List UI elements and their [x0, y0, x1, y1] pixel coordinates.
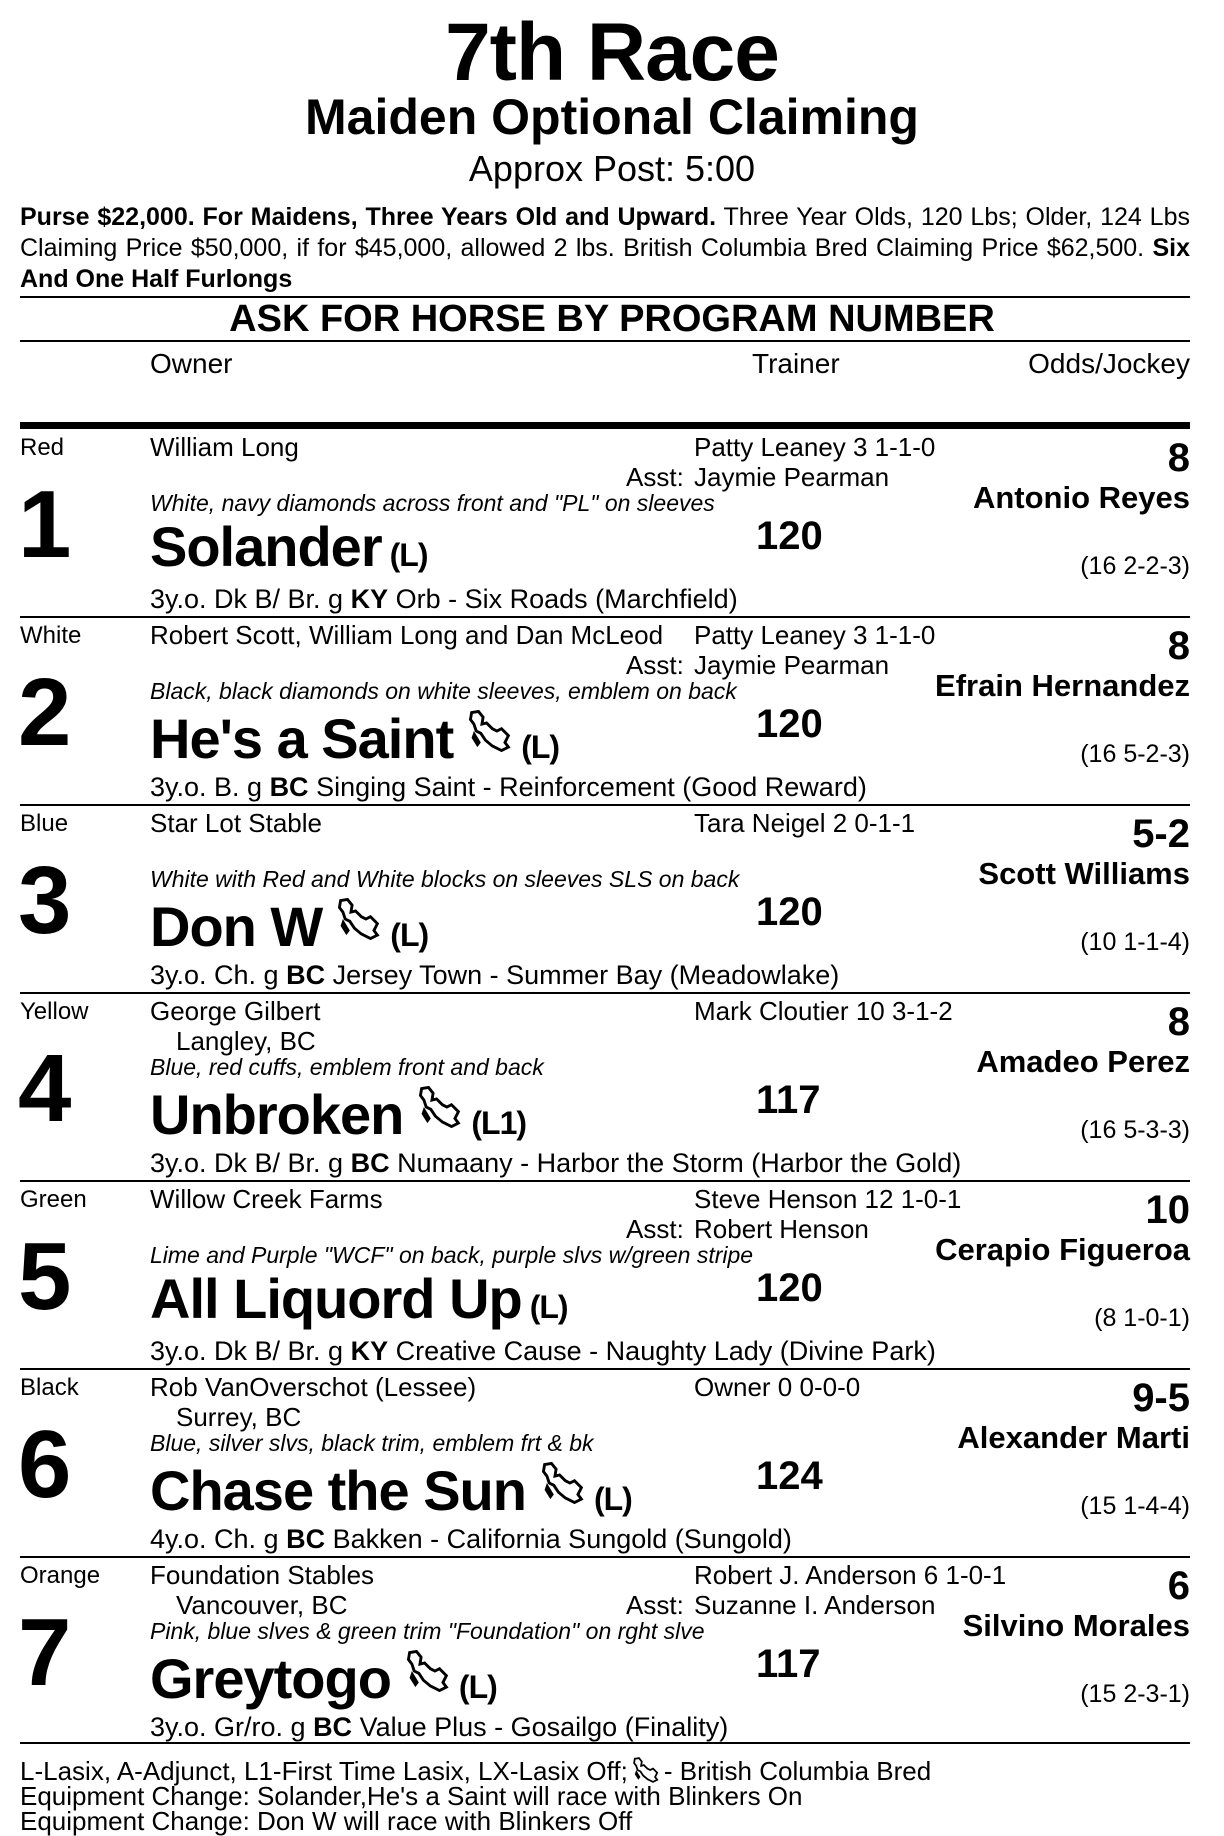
british-columbia-map-icon	[405, 1642, 451, 1688]
foaling-origin: BC	[286, 960, 326, 990]
trainer: Tara Neigel 2 0-1-1	[694, 808, 916, 838]
assistant-trainer: Suzanne I. Anderson	[694, 1590, 936, 1620]
horse-name-line	[150, 514, 427, 579]
assistant-trainer: Robert Henson	[694, 1214, 869, 1244]
entry-divider	[20, 1556, 1190, 1558]
age-color-sex: 3y.o. Dk B/ Br. g	[150, 1148, 351, 1178]
assistant-trainer: Jaymie Pearman	[694, 650, 890, 680]
horse-name-line	[150, 1454, 632, 1523]
pedigree: Singing Saint - Reinforcement (Good Reward)	[308, 772, 867, 802]
program-number: 3	[18, 847, 72, 954]
british-columbia-map-icon	[336, 890, 382, 936]
jockey-name: Antonio Reyes	[972, 480, 1190, 515]
horse-entry	[0, 1184, 1224, 1372]
divider	[20, 1742, 1190, 1744]
silks-description: Blue, silver slvs, black trim, emblem frt & bk	[150, 1430, 594, 1456]
owner-name: Robert Scott, William Long and Dan McLeod	[150, 620, 664, 650]
conditions-text: Three Year Olds, 120 Lbs; Older, 124 Lbs Claiming Price $50,000, if for $45,000, allowed 2 lbs. British Columbia Bred Claiming Price $62,500.	[20, 203, 1190, 262]
medication: (L)	[521, 729, 560, 765]
jockey-record: (8 1-0-1)	[1094, 1304, 1190, 1332]
column-trainer: Trainer	[752, 348, 840, 379]
weight: 124	[756, 1454, 823, 1498]
weight: 117	[756, 1078, 821, 1122]
thick-divider	[20, 422, 1190, 429]
jockey-name: Efrain Hernandez	[935, 668, 1190, 703]
owner-name: Rob VanOverschot (Lessee)	[150, 1372, 477, 1402]
breeding	[150, 584, 738, 615]
silks-description: White, navy diamonds across front and "PL" on sleeves	[150, 490, 715, 516]
saddlecloth-color: White	[20, 622, 82, 649]
owner-name: William Long	[150, 432, 299, 462]
silks-description: Black, black diamonds on white sleeves, emblem on back	[150, 678, 737, 704]
purse-text: Purse $22,000. For Maidens, Three Years Old and Upward.	[20, 203, 717, 231]
breeding	[150, 1524, 792, 1555]
horse-entry	[0, 432, 1224, 620]
age-color-sex: 3y.o. Dk B/ Br. g	[150, 1336, 351, 1366]
morning-line-odds: 5-2	[1132, 812, 1190, 856]
assistant-trainer: Jaymie Pearman	[694, 462, 890, 492]
trainer: Robert J. Anderson 6 1-0-1	[694, 1560, 1007, 1590]
trainer: Steve Henson 12 1-0-1	[694, 1184, 962, 1214]
british-columbia-map-icon	[632, 1756, 660, 1784]
assistant-label: Asst:	[626, 462, 684, 492]
horse-name-line	[150, 1642, 497, 1711]
breeding	[150, 960, 839, 991]
program-number: 5	[18, 1223, 72, 1330]
breeding	[150, 1148, 961, 1179]
pedigree: Bakken - California Sungold (Sungold)	[325, 1524, 792, 1554]
age-color-sex: 3y.o. Dk B/ Br. g	[150, 584, 351, 614]
owner-name: Foundation Stables	[150, 1560, 375, 1590]
age-color-sex: 4y.o. Ch. g	[150, 1524, 287, 1554]
jockey-record: (16 5-2-3)	[1080, 740, 1190, 768]
entry-divider	[20, 1368, 1190, 1370]
pedigree: Creative Cause - Naughty Lady (Divine Park)	[388, 1336, 936, 1366]
jockey-record: (16 5-3-3)	[1080, 1116, 1190, 1144]
entry-divider	[20, 616, 1190, 618]
ask-banner: ASK FOR HORSE BY PROGRAM NUMBER	[229, 298, 995, 340]
silks-description: White with Red and White blocks on sleeves SLS on back	[150, 866, 740, 892]
equipment-change-2: Equipment Change: Don W will race with Blinkers Off	[20, 1806, 633, 1836]
jockey-record: (15 2-3-1)	[1080, 1680, 1190, 1708]
breeding	[150, 1712, 728, 1743]
horse-name: All Liquord Up	[150, 1267, 522, 1330]
entry-divider	[20, 992, 1190, 994]
legend-text: L-Lasix, A-Adjunct, L1-First Time Lasix, LX-Lasix Off;	[20, 1756, 628, 1786]
jockey-name: Cerapio Figueroa	[935, 1232, 1190, 1267]
medication: (L)	[390, 917, 429, 953]
owner-name: Star Lot Stable	[150, 808, 322, 838]
owner-location: Langley, BC	[176, 1026, 316, 1056]
horse-name-line	[150, 1266, 568, 1331]
horse-entry	[0, 1560, 1224, 1748]
owner-location: Surrey, BC	[176, 1402, 302, 1432]
weight: 120	[756, 890, 823, 934]
program-number: 1	[18, 471, 72, 578]
british-columbia-map-icon	[540, 1454, 586, 1500]
trainer: Patty Leaney 3 1-1-0	[694, 620, 936, 650]
breeding	[150, 772, 867, 803]
foaling-origin: BC	[350, 1148, 390, 1178]
foaling-origin: BC	[269, 772, 309, 802]
horse-entry	[0, 808, 1224, 996]
assistant-label: Asst:	[626, 1590, 684, 1620]
horse-name-line	[150, 702, 559, 771]
breeding	[150, 1336, 936, 1367]
horse-name: Solander	[150, 515, 382, 578]
age-color-sex: 3y.o. Gr/ro. g	[150, 1712, 314, 1742]
weight: 120	[756, 1266, 823, 1310]
race-type: Maiden Optional Claiming	[305, 89, 919, 145]
column-odds-jockey: Odds/Jockey	[1028, 348, 1190, 379]
entry-divider	[20, 804, 1190, 806]
medication: (L)	[529, 1289, 568, 1325]
program-number: 6	[18, 1411, 72, 1518]
pedigree: Value Plus - Gosailgo (Finality)	[352, 1712, 729, 1742]
entry-divider	[20, 1180, 1190, 1182]
horse-entry	[0, 1372, 1224, 1560]
program-number: 7	[18, 1599, 72, 1706]
race-title: 7th Race	[445, 7, 779, 98]
pedigree: Jersey Town - Summer Bay (Meadowlake)	[325, 960, 840, 990]
morning-line-odds: 8	[1167, 624, 1190, 668]
silks-description: Blue, red cuffs, emblem front and back	[150, 1054, 544, 1080]
silks-description: Lime and Purple "WCF" on back, purple slvs w/green stripe	[150, 1242, 754, 1268]
program-number: 2	[18, 659, 72, 766]
jockey-record: (16 2-2-3)	[1080, 552, 1190, 580]
saddlecloth-color: Green	[20, 1186, 87, 1213]
pedigree: Numaany - Harbor the Storm (Harbor the Gold)	[389, 1148, 962, 1178]
distance-text: Six And One Half Furlongs	[20, 234, 1190, 293]
horse-name: Chase the Sun	[150, 1459, 526, 1522]
jockey-name: Alexander Marti	[957, 1420, 1190, 1455]
jockey-record: (10 1-1-4)	[1080, 928, 1190, 956]
jockey-name: Scott Williams	[978, 856, 1190, 891]
foaling-origin: BC	[313, 1712, 353, 1742]
morning-line-odds: 6	[1167, 1564, 1190, 1608]
saddlecloth-color: Orange	[20, 1562, 101, 1589]
legend-bc-text: - British Columbia Bred	[663, 1756, 932, 1786]
medication: (L)	[389, 537, 428, 573]
pedigree: Orb - Six Roads (Marchfield)	[388, 584, 738, 614]
morning-line-odds: 8	[1167, 1000, 1190, 1044]
race-conditions	[20, 202, 1190, 295]
horse-name: Greytogo	[150, 1647, 391, 1710]
trainer: Patty Leaney 3 1-1-0	[694, 432, 936, 462]
saddlecloth-color: Yellow	[20, 998, 89, 1025]
divider	[20, 340, 1190, 342]
program-number: 4	[18, 1035, 72, 1142]
horse-entry	[0, 620, 1224, 808]
morning-line-odds: 9-5	[1132, 1376, 1190, 1420]
horse-name: He's a Saint	[150, 707, 454, 770]
owner-name: Willow Creek Farms	[150, 1184, 383, 1214]
trainer: Mark Cloutier 10 3-1-2	[694, 996, 953, 1026]
jockey-name: Amadeo Perez	[976, 1044, 1190, 1079]
morning-line-odds: 8	[1167, 436, 1190, 480]
age-color-sex: 3y.o. B. g	[150, 772, 270, 802]
weight: 117	[756, 1642, 821, 1686]
jockey-record: (15 1-4-4)	[1080, 1492, 1190, 1520]
owner-name: George Gilbert	[150, 996, 321, 1026]
weight: 120	[756, 514, 823, 558]
foaling-origin: KY	[350, 584, 389, 614]
saddlecloth-color: Blue	[20, 810, 69, 837]
horse-name-line	[150, 890, 428, 959]
british-columbia-map-icon	[467, 702, 513, 748]
saddlecloth-color: Black	[20, 1374, 79, 1401]
age-color-sex: 3y.o. Ch. g	[150, 960, 287, 990]
horse-name: Don W	[150, 895, 323, 958]
medication: (L)	[593, 1481, 632, 1517]
saddlecloth-color: Red	[20, 434, 65, 461]
silks-description: Pink, blue slves & green trim "Foundation" on rght slve	[150, 1618, 705, 1644]
jockey-name: Silvino Morales	[962, 1608, 1190, 1643]
horse-entry	[0, 996, 1224, 1184]
equipment-change-1: Equipment Change: Solander,He's a Saint will race with Blinkers On	[20, 1781, 803, 1811]
foaling-origin: KY	[350, 1336, 389, 1366]
horse-name-line	[150, 1078, 526, 1147]
column-owner: Owner	[150, 348, 233, 379]
medication: (L)	[458, 1669, 497, 1705]
owner-location: Vancouver, BC	[176, 1590, 348, 1620]
trainer: Owner 0 0-0-0	[694, 1372, 861, 1402]
medication: (L1)	[471, 1105, 527, 1141]
foaling-origin: BC	[286, 1524, 326, 1554]
assistant-label: Asst:	[626, 1214, 684, 1244]
morning-line-odds: 10	[1145, 1188, 1190, 1232]
weight: 120	[756, 702, 823, 746]
horse-name: Unbroken	[150, 1083, 404, 1146]
post-time: Approx Post: 5:00	[468, 148, 756, 189]
assistant-label: Asst:	[626, 650, 684, 680]
british-columbia-map-icon	[417, 1078, 463, 1124]
